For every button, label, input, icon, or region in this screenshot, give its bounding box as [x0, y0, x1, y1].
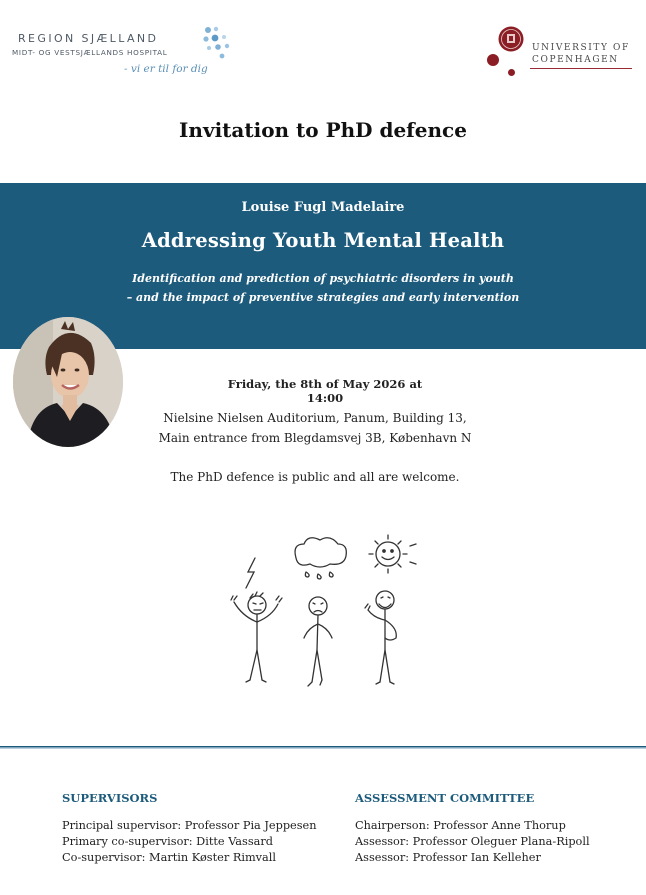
ku-dot-small	[508, 69, 515, 76]
committee-member-line: Chairperson: Professor Anne Thorup	[355, 819, 566, 832]
defence-date: Friday, the 8th of May 2026 at 14:00	[227, 377, 423, 405]
supervisors-section	[62, 791, 317, 864]
author-name: Louise Fugl Madelaire	[241, 200, 405, 215]
thesis-subtitle-line2: – and the impact of preventive strategies and early intervention	[126, 291, 520, 304]
lightning-icon	[246, 558, 255, 588]
invitation-heading: Invitation to PhD defence	[179, 118, 467, 142]
author-portrait	[13, 317, 123, 447]
title-band	[0, 183, 646, 349]
sun-icon	[369, 535, 416, 573]
assessment-committee-section	[355, 791, 590, 864]
thesis-subtitle-line1: Identification and prediction of psychiatric disorders in youth	[132, 272, 514, 285]
venue-line2: Main entrance from Blegdamsvej 3B, København N	[158, 431, 472, 445]
assessment-committee-heading: ASSESSMENT COMMITTEE	[355, 791, 535, 805]
supervisors-heading: SUPERVISORS	[62, 791, 158, 805]
region-sjaelland-logo	[12, 26, 227, 88]
supervisor-line: Co-supervisor: Martin Køster Rimvall	[62, 851, 276, 864]
university-name-line2: COPENHAGEN	[532, 55, 619, 65]
committee-member-line: Assessor: Professor Ian Kelleher	[355, 851, 541, 864]
university-name-line1: UNIVERSITY OF	[532, 43, 630, 53]
venue-line1: Nielsine Nielsen Auditorium, Panum, Building 13,	[163, 411, 467, 425]
angry-figure-icon	[231, 592, 282, 682]
region-name: REGION SJÆLLAND	[18, 32, 159, 45]
region-hospital-name: MIDT- OG VESTSJÆLLANDS HOSPITAL	[12, 48, 168, 57]
region-tagline: - vi er til for dig	[124, 63, 208, 75]
university-seal-icon	[498, 26, 524, 52]
university-logo-rule	[530, 68, 632, 69]
portrait-illustration	[13, 317, 123, 447]
committee-member-line: Assessor: Professor Oleguer Plana-Ripoll	[355, 835, 590, 848]
sad-figure-icon	[304, 597, 332, 686]
supervisor-line: Primary co-supervisor: Ditte Vassard	[62, 835, 274, 848]
rain-cloud-icon	[295, 538, 346, 579]
region-dots-icon	[202, 26, 234, 60]
university-of-copenhagen-logo	[486, 26, 636, 82]
thesis-title: Addressing Youth Mental Health	[141, 229, 505, 252]
footer-divider	[0, 746, 646, 749]
stick-figures-drawing	[220, 530, 430, 700]
ku-dot-large	[487, 54, 499, 66]
public-note: The PhD defence is public and all are welcome.	[170, 470, 460, 484]
happy-figure-icon	[365, 591, 396, 684]
supervisor-line: Principal supervisor: Professor Pia Jeppesen	[62, 819, 317, 832]
